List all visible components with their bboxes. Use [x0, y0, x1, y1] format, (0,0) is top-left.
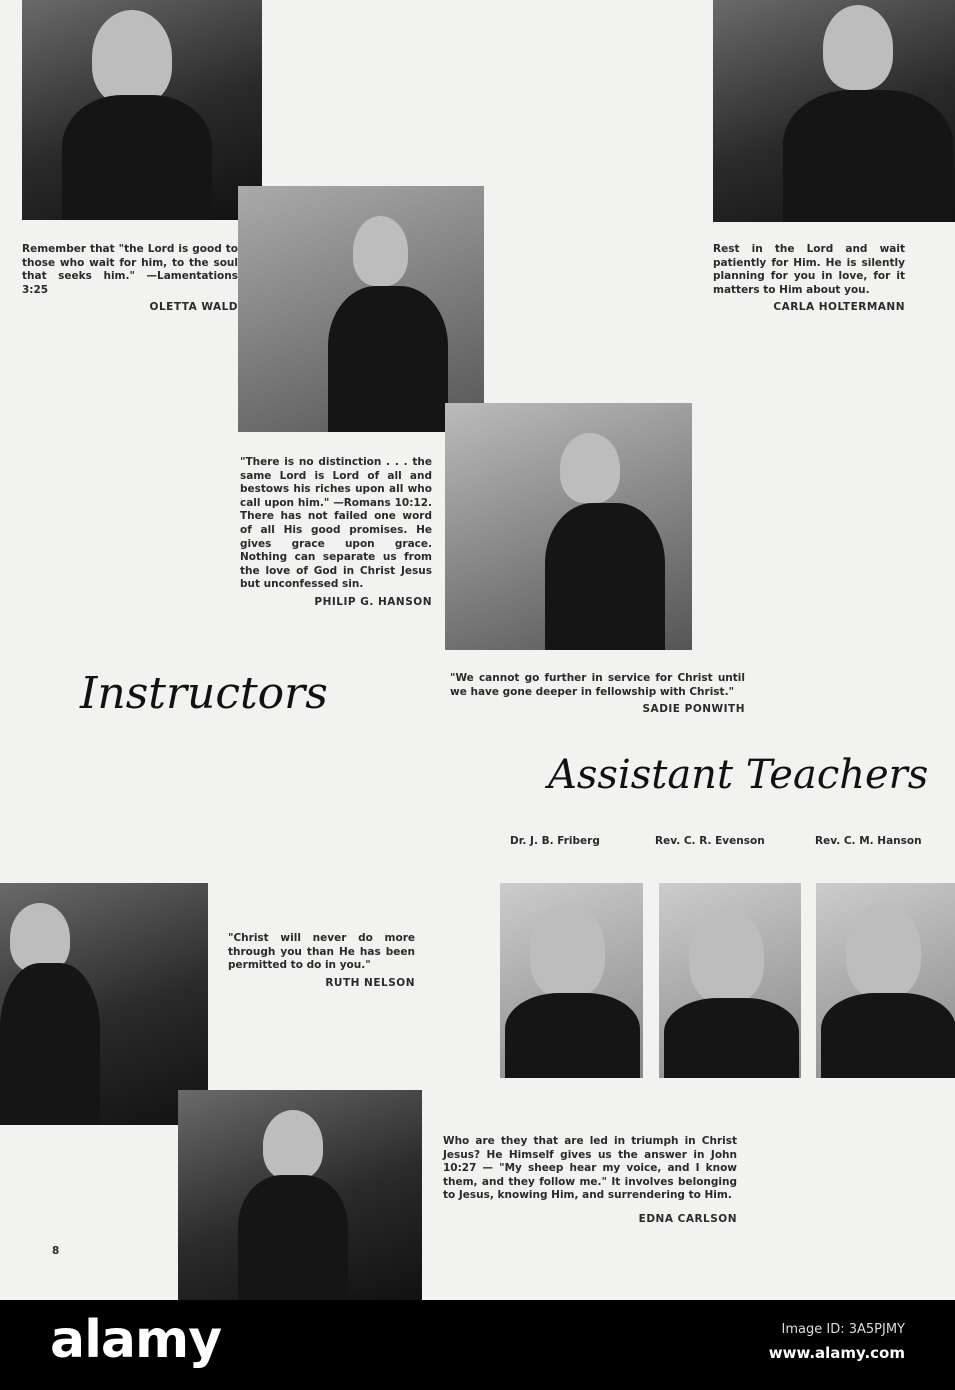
name-friberg: Dr. J. B. Friberg [510, 835, 600, 847]
image-id: Image ID: 3A5PJMY [781, 1322, 905, 1337]
caption-carla-holtermann [713, 243, 905, 315]
quote: Rest in the Lord and wait patiently for Him. He is silently planning for you in love, for it matters to Him about you. [713, 243, 905, 296]
photo-ruth-nelson [0, 883, 208, 1125]
signature: SADIE PONWITH [642, 703, 745, 716]
photo-evenson [659, 883, 801, 1078]
quote: "There is no distinction . . . the same Lord is Lord of all and bestows his riches upon all who call upon him." —Romans 10:12. There has not failed one word of all His good promises. He gives grace upon grace. Nothing can separate us from the love of God in Christ Jesus but unconfessed sin. [240, 456, 432, 591]
quote: Who are they that are led in triumph in Christ Jesus? He Himself gives us the answer in John 10:27 — "My sheep hear my voice, and I know them, and they follow me." It involves belonging to Jesus, knowing Him, and surrendering to Him. [443, 1135, 737, 1202]
signature: OLETTA WALD [149, 301, 238, 314]
caption-philip-hanson [240, 456, 432, 610]
alamy-url: www.alamy.com [768, 1344, 905, 1362]
heading-instructors: Instructors [80, 668, 328, 719]
caption-ruth-nelson [228, 932, 415, 990]
page-number: 8 [52, 1245, 60, 1257]
quote: "Christ will never do more through you than He has been permitted to do in you." [228, 932, 415, 972]
photo-cm-hanson [816, 883, 955, 1078]
name-cm-hanson: Rev. C. M. Hanson [815, 835, 922, 847]
photo-philip-hanson [238, 186, 484, 432]
caption-sadie-ponwith [450, 672, 745, 717]
alamy-logo: alamy [50, 1310, 222, 1370]
quote: Remember that "the Lord is good to those who wait for him, to the soul that seeks him." —Lamentations 3:25 [22, 243, 238, 296]
photo-friberg [500, 883, 643, 1078]
photo-sadie-ponwith [445, 403, 692, 650]
photo-edna-carlson [178, 1090, 422, 1300]
photo-carla-holtermann [713, 0, 955, 222]
signature: PHILIP G. HANSON [314, 595, 432, 608]
caption-oletta-wald [22, 243, 238, 315]
photo-oletta-wald [22, 0, 262, 220]
caption-edna-carlson [443, 1135, 737, 1227]
heading-assistant-teachers: Assistant Teachers [548, 752, 929, 798]
signature: RUTH NELSON [325, 976, 415, 989]
signature: CARLA HOLTERMANN [773, 301, 905, 314]
watermark-bar [0, 1300, 955, 1390]
signature: EDNA CARLSON [638, 1212, 737, 1225]
name-evenson: Rev. C. R. Evenson [655, 835, 765, 847]
quote: "We cannot go further in service for Christ until we have gone deeper in fellowship with Christ." [450, 672, 745, 698]
